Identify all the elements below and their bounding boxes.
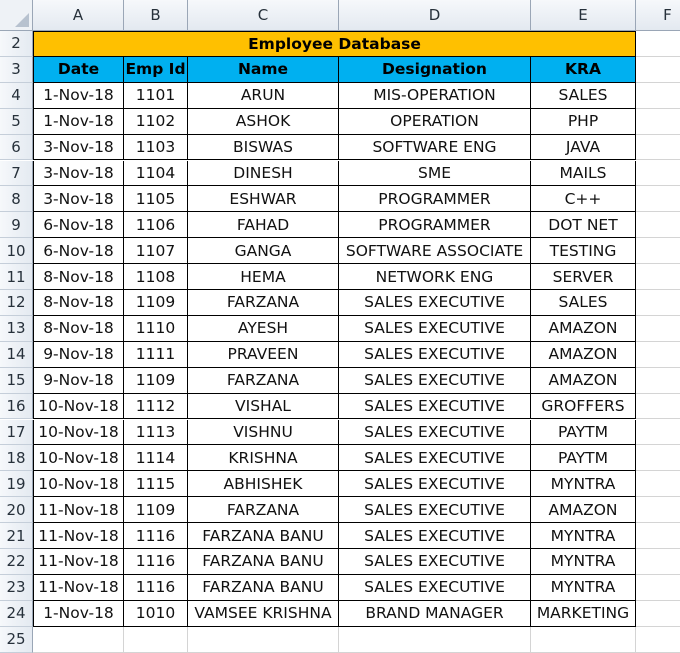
cell-f14[interactable]	[636, 342, 680, 368]
data-cell-b[interactable]: 1101	[124, 83, 188, 109]
select-all-triangle-icon	[15, 13, 29, 27]
data-cell-b[interactable]: 1107	[124, 238, 188, 264]
data-cell-b[interactable]: 1116	[124, 549, 188, 575]
data-cell-e[interactable]: MYNTRA	[531, 549, 636, 575]
row-header-2[interactable]: 2	[0, 31, 33, 57]
data-cell-e[interactable]: PAYTM	[531, 420, 636, 446]
table-title[interactable]: Employee Database	[33, 31, 636, 57]
data-cell-e[interactable]: MYNTRA	[531, 471, 636, 497]
data-cell-a[interactable]: 9-Nov-18	[33, 368, 124, 394]
cell-f9[interactable]	[636, 212, 680, 238]
data-cell-e[interactable]: TESTING	[531, 238, 636, 264]
cell-f20[interactable]	[636, 497, 680, 523]
data-cell-d[interactable]: SALES EXECUTIVE	[339, 497, 531, 523]
data-cell-a[interactable]: 1-Nov-18	[33, 83, 124, 109]
cell-f2[interactable]	[636, 31, 680, 57]
row-header-24[interactable]: 24	[0, 601, 33, 627]
cell-f24[interactable]	[636, 601, 680, 627]
data-cell-a[interactable]: 11-Nov-18	[33, 575, 124, 601]
cell-f16[interactable]	[636, 394, 680, 420]
header-cell-name[interactable]: Name	[188, 57, 339, 83]
data-cell-b[interactable]: 1116	[124, 523, 188, 549]
row-header-8[interactable]: 8	[0, 186, 33, 212]
data-cell-a[interactable]: 8-Nov-18	[33, 316, 124, 342]
row-header-20[interactable]: 20	[0, 497, 33, 523]
row-header-17[interactable]: 17	[0, 420, 33, 446]
data-cell-d[interactable]: SALES EXECUTIVE	[339, 290, 531, 316]
data-cell-c[interactable]: GANGA	[188, 238, 339, 264]
row-header-15[interactable]: 15	[0, 368, 33, 394]
cell-f11[interactable]	[636, 264, 680, 290]
data-cell-c[interactable]: VISHAL	[188, 394, 339, 420]
row-header-14[interactable]: 14	[0, 342, 33, 368]
data-cell-e[interactable]: GROFFERS	[531, 394, 636, 420]
cell-f15[interactable]	[636, 368, 680, 394]
data-cell-a[interactable]: 3-Nov-18	[33, 161, 124, 187]
cell-a25[interactable]	[33, 627, 124, 653]
header-cell-designation[interactable]: Designation	[339, 57, 531, 83]
row-header-21[interactable]: 21	[0, 523, 33, 549]
data-cell-c[interactable]: FARZANA	[188, 290, 339, 316]
cell-f10[interactable]	[636, 238, 680, 264]
cell-d25[interactable]	[339, 627, 531, 653]
cell-f19[interactable]	[636, 471, 680, 497]
cell-f22[interactable]	[636, 549, 680, 575]
cell-f17[interactable]	[636, 420, 680, 446]
cell-f4[interactable]	[636, 83, 680, 109]
data-cell-a[interactable]: 6-Nov-18	[33, 238, 124, 264]
data-cell-c[interactable]: ARUN	[188, 83, 339, 109]
data-cell-e[interactable]: C++	[531, 186, 636, 212]
data-cell-e[interactable]: AMAZON	[531, 368, 636, 394]
row-header-3[interactable]: 3	[0, 57, 33, 83]
data-cell-c[interactable]: ABHISHEK	[188, 471, 339, 497]
data-cell-c[interactable]: ASHOK	[188, 109, 339, 135]
data-cell-d[interactable]: OPERATION	[339, 109, 531, 135]
data-cell-d[interactable]: PROGRAMMER	[339, 186, 531, 212]
data-cell-a[interactable]: 8-Nov-18	[33, 290, 124, 316]
data-cell-b[interactable]: 1115	[124, 471, 188, 497]
data-cell-b[interactable]: 1111	[124, 342, 188, 368]
data-cell-c[interactable]: ESHWAR	[188, 186, 339, 212]
data-cell-a[interactable]: 3-Nov-18	[33, 186, 124, 212]
cell-f6[interactable]	[636, 135, 680, 161]
data-cell-c[interactable]: DINESH	[188, 161, 339, 187]
data-cell-b[interactable]: 1113	[124, 420, 188, 446]
row-header-7[interactable]: 7	[0, 161, 33, 187]
data-cell-b[interactable]: 1106	[124, 212, 188, 238]
data-cell-d[interactable]: NETWORK ENG	[339, 264, 531, 290]
cell-f25[interactable]	[636, 627, 680, 653]
data-cell-e[interactable]: AMAZON	[531, 316, 636, 342]
data-cell-b[interactable]: 1102	[124, 109, 188, 135]
data-cell-c[interactable]: BISWAS	[188, 135, 339, 161]
cell-f3[interactable]	[636, 57, 680, 83]
data-cell-d[interactable]: SALES EXECUTIVE	[339, 368, 531, 394]
row-header-6[interactable]: 6	[0, 135, 33, 161]
data-cell-d[interactable]: SALES EXECUTIVE	[339, 445, 531, 471]
cell-b25[interactable]	[124, 627, 188, 653]
data-cell-d[interactable]: SALES EXECUTIVE	[339, 575, 531, 601]
row-header-5[interactable]: 5	[0, 109, 33, 135]
data-cell-d[interactable]: SOFTWARE ENG	[339, 135, 531, 161]
data-cell-c[interactable]: FAHAD	[188, 212, 339, 238]
column-header-b[interactable]: B	[124, 0, 188, 31]
row-header-22[interactable]: 22	[0, 549, 33, 575]
data-cell-c[interactable]: VAMSEE KRISHNA	[188, 601, 339, 627]
data-cell-a[interactable]: 11-Nov-18	[33, 523, 124, 549]
cell-f8[interactable]	[636, 186, 680, 212]
data-cell-a[interactable]: 8-Nov-18	[33, 264, 124, 290]
row-header-12[interactable]: 12	[0, 290, 33, 316]
data-cell-e[interactable]: MYNTRA	[531, 575, 636, 601]
row-header-4[interactable]: 4	[0, 83, 33, 109]
data-cell-b[interactable]: 1108	[124, 264, 188, 290]
cell-f5[interactable]	[636, 109, 680, 135]
data-cell-e[interactable]: PHP	[531, 109, 636, 135]
data-cell-c[interactable]: FARZANA BANU	[188, 575, 339, 601]
data-cell-e[interactable]: AMAZON	[531, 497, 636, 523]
data-cell-c[interactable]: PRAVEEN	[188, 342, 339, 368]
data-cell-a[interactable]: 1-Nov-18	[33, 601, 124, 627]
data-cell-d[interactable]: PROGRAMMER	[339, 212, 531, 238]
data-cell-c[interactable]: HEMA	[188, 264, 339, 290]
data-cell-a[interactable]: 6-Nov-18	[33, 212, 124, 238]
data-cell-c[interactable]: FARZANA	[188, 497, 339, 523]
data-cell-e[interactable]: MARKETING	[531, 601, 636, 627]
data-cell-c[interactable]: FARZANA	[188, 368, 339, 394]
data-cell-b[interactable]: 1105	[124, 186, 188, 212]
row-header-13[interactable]: 13	[0, 316, 33, 342]
data-cell-d[interactable]: SALES EXECUTIVE	[339, 471, 531, 497]
cell-f12[interactable]	[636, 290, 680, 316]
row-header-25[interactable]: 25	[0, 627, 33, 653]
data-cell-e[interactable]: MAILS	[531, 161, 636, 187]
data-cell-a[interactable]: 10-Nov-18	[33, 471, 124, 497]
data-cell-b[interactable]: 1109	[124, 497, 188, 523]
data-cell-b[interactable]: 1109	[124, 290, 188, 316]
header-cell-emp-id[interactable]: Emp Id	[124, 57, 188, 83]
data-cell-b[interactable]: 1109	[124, 368, 188, 394]
data-cell-e[interactable]: PAYTM	[531, 445, 636, 471]
row-header-19[interactable]: 19	[0, 471, 33, 497]
data-cell-b[interactable]: 1116	[124, 575, 188, 601]
data-cell-d[interactable]: SALES EXECUTIVE	[339, 394, 531, 420]
data-cell-c[interactable]: FARZANA BANU	[188, 549, 339, 575]
header-cell-kra[interactable]: KRA	[531, 57, 636, 83]
column-header-f[interactable]: F	[636, 0, 680, 31]
data-cell-a[interactable]: 3-Nov-18	[33, 135, 124, 161]
column-header-a[interactable]: A	[33, 0, 124, 31]
row-header-9[interactable]: 9	[0, 212, 33, 238]
data-cell-d[interactable]: SOFTWARE ASSOCIATE	[339, 238, 531, 264]
data-cell-b[interactable]: 1010	[124, 601, 188, 627]
data-cell-c[interactable]: VISHNU	[188, 420, 339, 446]
data-cell-e[interactable]: SERVER	[531, 264, 636, 290]
data-cell-a[interactable]: 9-Nov-18	[33, 342, 124, 368]
data-cell-c[interactable]: AYESH	[188, 316, 339, 342]
data-cell-d[interactable]: MIS-OPERATION	[339, 83, 531, 109]
cell-f13[interactable]	[636, 316, 680, 342]
data-cell-e[interactable]: SALES	[531, 83, 636, 109]
column-header-c[interactable]: C	[188, 0, 339, 31]
data-cell-e[interactable]: AMAZON	[531, 342, 636, 368]
cell-f21[interactable]	[636, 523, 680, 549]
column-header-e[interactable]: E	[531, 0, 636, 31]
data-cell-b[interactable]: 1114	[124, 445, 188, 471]
data-cell-d[interactable]: SALES EXECUTIVE	[339, 342, 531, 368]
data-cell-b[interactable]: 1104	[124, 161, 188, 187]
row-header-16[interactable]: 16	[0, 394, 33, 420]
row-header-18[interactable]: 18	[0, 445, 33, 471]
select-all-corner[interactable]	[0, 0, 33, 31]
data-cell-a[interactable]: 10-Nov-18	[33, 420, 124, 446]
data-cell-e[interactable]: MYNTRA	[531, 523, 636, 549]
column-header-d[interactable]: D	[339, 0, 531, 31]
data-cell-a[interactable]: 10-Nov-18	[33, 394, 124, 420]
cell-f7[interactable]	[636, 161, 680, 187]
data-cell-b[interactable]: 1110	[124, 316, 188, 342]
data-cell-a[interactable]: 1-Nov-18	[33, 109, 124, 135]
data-cell-d[interactable]: SALES EXECUTIVE	[339, 549, 531, 575]
data-cell-d[interactable]: SALES EXECUTIVE	[339, 420, 531, 446]
row-header-11[interactable]: 11	[0, 264, 33, 290]
data-cell-d[interactable]: SME	[339, 161, 531, 187]
data-cell-e[interactable]: SALES	[531, 290, 636, 316]
cell-f23[interactable]	[636, 575, 680, 601]
cell-e25[interactable]	[531, 627, 636, 653]
data-cell-d[interactable]: SALES EXECUTIVE	[339, 523, 531, 549]
data-cell-a[interactable]: 11-Nov-18	[33, 497, 124, 523]
data-cell-a[interactable]: 11-Nov-18	[33, 549, 124, 575]
data-cell-d[interactable]: SALES EXECUTIVE	[339, 316, 531, 342]
data-cell-c[interactable]: KRISHNA	[188, 445, 339, 471]
data-cell-e[interactable]: JAVA	[531, 135, 636, 161]
row-header-10[interactable]: 10	[0, 238, 33, 264]
cell-f18[interactable]	[636, 445, 680, 471]
data-cell-e[interactable]: DOT NET	[531, 212, 636, 238]
data-cell-a[interactable]: 10-Nov-18	[33, 445, 124, 471]
row-header-23[interactable]: 23	[0, 575, 33, 601]
data-cell-b[interactable]: 1103	[124, 135, 188, 161]
data-cell-d[interactable]: BRAND MANAGER	[339, 601, 531, 627]
data-cell-b[interactable]: 1112	[124, 394, 188, 420]
header-cell-date[interactable]: Date	[33, 57, 124, 83]
data-cell-c[interactable]: FARZANA BANU	[188, 523, 339, 549]
cell-c25[interactable]	[188, 627, 339, 653]
